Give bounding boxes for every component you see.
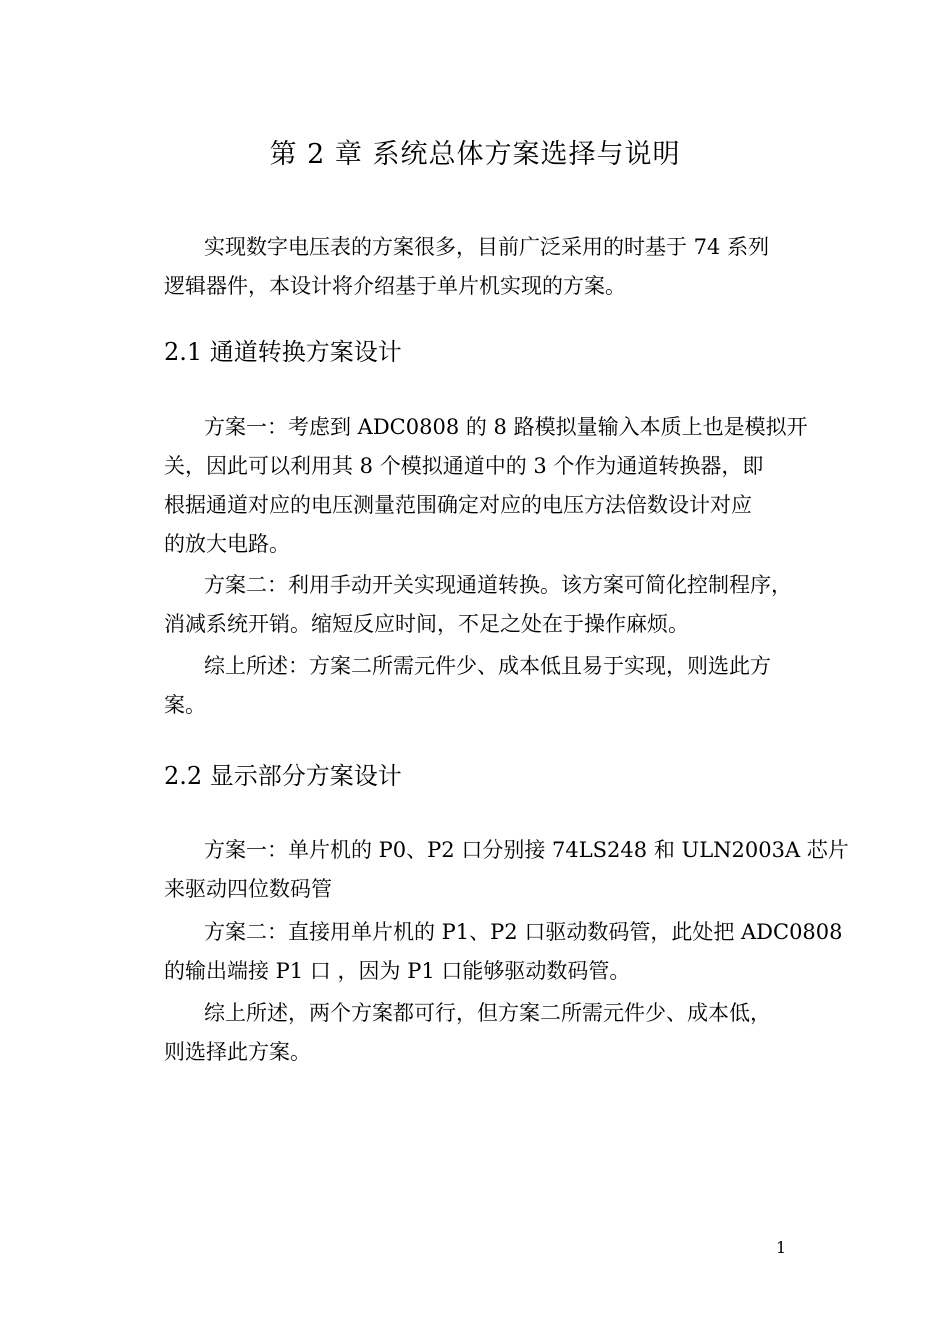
section1-summary <box>164 647 794 725</box>
section1-option-one <box>164 408 808 564</box>
text-line: 关，因此可以利用其 8 个模拟通道中的 3 个作为通道转换器，即 <box>164 454 764 478</box>
page-number: 1 <box>776 1238 787 1257</box>
text-line: 方案二：直接用单片机的 P1、P2 口驱动数码管，此处把 ADC0808 <box>204 920 843 944</box>
text-line: 综上所述，两个方案都可行，但方案二所需元件少、成本低， <box>204 1001 771 1025</box>
text-line: 综上所述：方案二所需元件少、成本低且易于实现，则选此方 <box>204 654 771 678</box>
text-line: 方案一：单片机的 P0、P2 口分别接 74LS248 和 ULN2003A 芯片 <box>204 838 849 862</box>
text-line: 消减系统开销。缩短反应时间，不足之处在于操作麻烦。 <box>164 612 689 636</box>
text-line: 案。 <box>164 693 206 717</box>
section2-summary <box>164 994 794 1072</box>
text-line: 则选择此方案。 <box>164 1040 311 1064</box>
section1-option-two <box>164 566 794 644</box>
text-line: 逻辑器件，本设计将介绍基于单片机实现的方案。 <box>164 274 626 298</box>
text-line: 来驱动四位数码管 <box>164 877 332 901</box>
section2-option-two <box>164 913 843 991</box>
text-line: 的放大电路。 <box>164 532 290 556</box>
section-heading: 2.2 显示部分方案设计 <box>164 762 402 790</box>
intro-paragraph <box>164 228 794 306</box>
text-line: 根据通道对应的电压测量范围确定对应的电压方法倍数设计对应 <box>164 493 752 517</box>
text-line: 方案二：利用手动开关实现通道转换。该方案可简化控制程序， <box>204 573 792 597</box>
text-line: 方案一：考虑到 ADC0808 的 8 路模拟量输入本质上也是模拟开 <box>204 415 808 439</box>
section2-option-one <box>164 831 849 909</box>
chapter-title: 第 2 章 系统总体方案选择与说明 <box>269 139 681 170</box>
text-line: 的输出端接 P1 口 ，因为 P1 口能够驱动数码管。 <box>164 959 631 983</box>
section-heading: 2.1 通道转换方案设计 <box>164 338 402 366</box>
text-line: 实现数字电压表的方案很多，目前广泛采用的时基于 74 系列 <box>204 235 770 259</box>
